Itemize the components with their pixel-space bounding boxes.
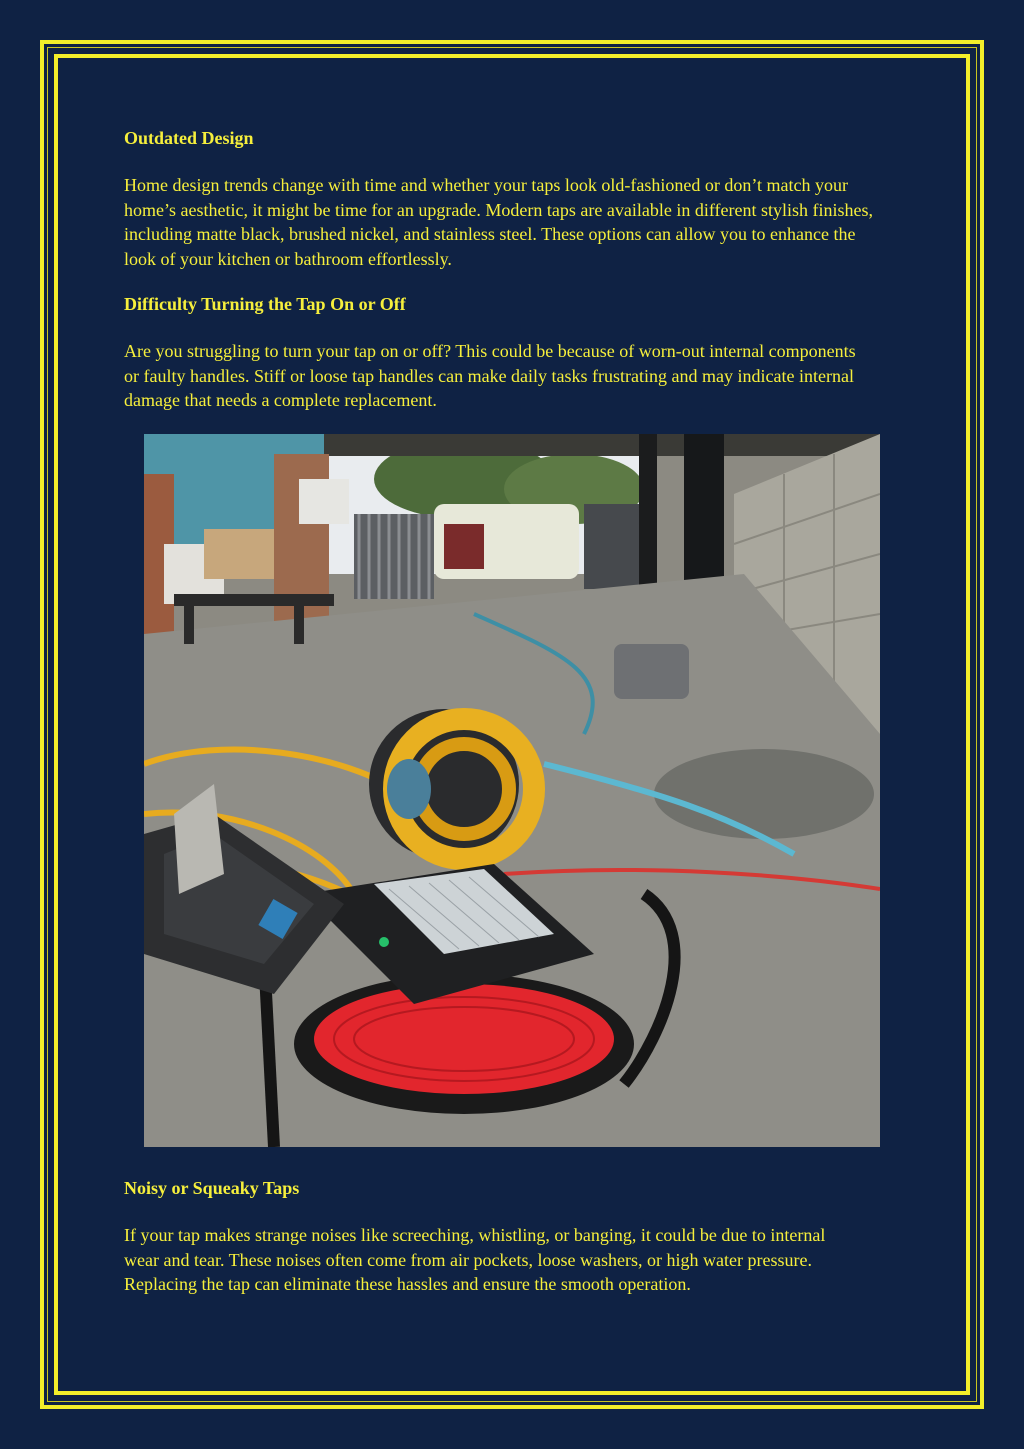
paragraph-outdated-design: Home design trends change with time and whether your taps look old-fashioned or don’t match your home’s aesthetic, it might be time for an upgrade. Modern taps are available in different stylish finishes, including matte black, brushed nickel, and stainless steel. These options can allow you to enhance the look of your kitchen or bathroom effortlessly.	[124, 175, 873, 269]
paragraph-noisy-taps: If your tap makes strange noises like screeching, whistling, or banging, it could be due to internal wear and tear. These noises often come from air pockets, loose washers, or high water pressure. Replacing the tap can eliminate these hassles and ensure the smooth operation.	[124, 1225, 826, 1294]
heading-noisy-taps: Noisy or Squeaky Taps	[124, 1178, 300, 1198]
heading-outdated-design: Outdated Design	[124, 128, 254, 148]
paragraph-difficulty-turning: Are you struggling to turn your tap on or off? This could be because of worn-out internal components or faulty handles. Stiff or loose tap handles can make daily tasks frustrating and may indicate internal damage that needs a complete replacement.	[124, 341, 856, 410]
page-content-lower	[124, 1175, 884, 1297]
page-content	[124, 124, 884, 413]
heading-difficulty-turning: Difficulty Turning the Tap On or Off	[124, 294, 406, 314]
drain-camera-photo	[144, 434, 880, 1147]
